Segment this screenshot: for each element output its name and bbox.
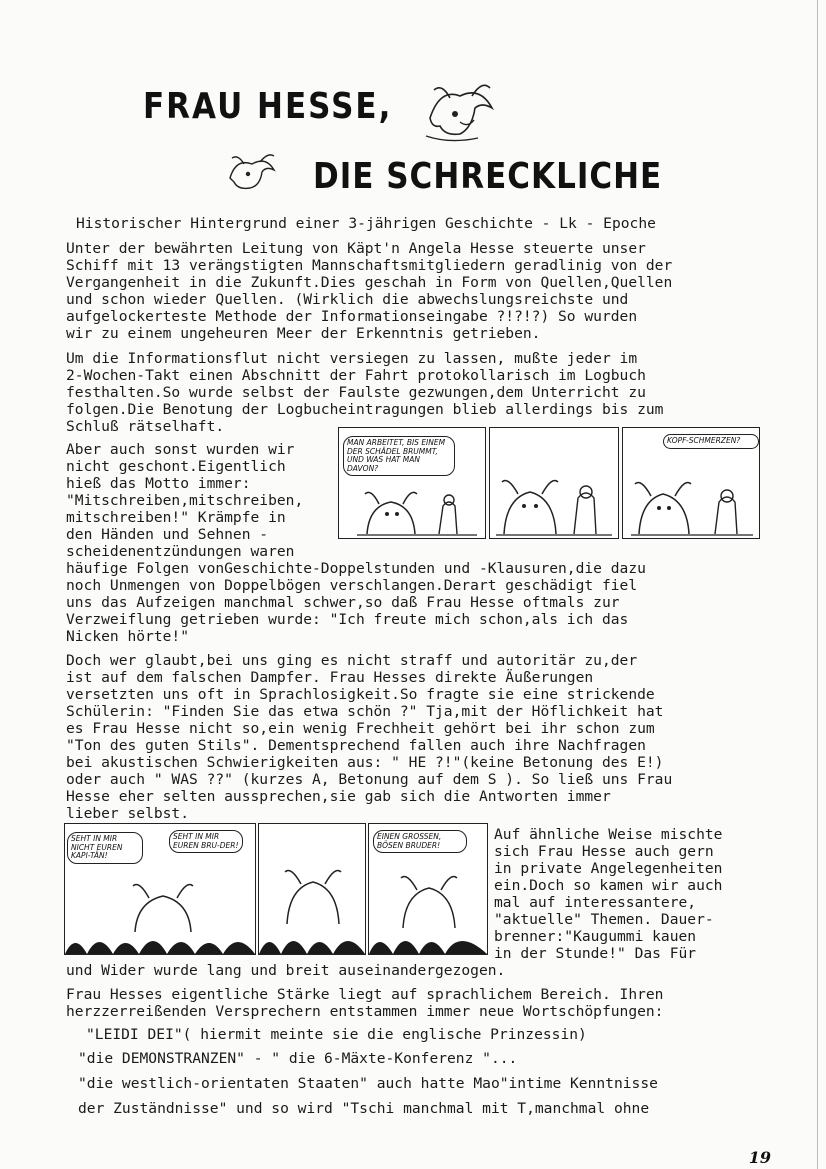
comic2-panel-1 [64,823,256,955]
text-line: ein.Doch so kamen wir auch [494,877,723,894]
text-line: Hesse eher selten aussprechen,sie gab sich die Antworten immer [66,788,611,805]
text-line: mal auf interessantere, [494,894,697,911]
text-line: "die DEMONSTRANZEN" - " die 6-Mäxte-Konferenz "... [78,1050,518,1067]
viking-doodle-large [420,78,500,148]
text-line: in private Angelegenheiten [494,860,723,877]
text-line: Verzweiflung getrieben wurde: "Ich freute mich schon,als ich das [66,611,629,628]
comic1-panel-3 [622,427,760,539]
text-line: bei akustischen Schwierigkeiten aus: " HE ?!"(keine Betonung des E!) [66,754,664,771]
text-line: häufige Folgen vonGeschichte-Doppelstunden und -Klausuren,die dazu [66,560,646,577]
comic1-panel-1 [338,427,486,539]
text-line: "aktuelle" Themen. Dauer- [494,911,714,928]
viking-doodle-small [222,150,282,195]
text-line: folgen.Die Benotung der Logbucheintragungen blieb allerdings bis zum [66,401,664,418]
text-line: wir zu einem ungeheuren Meer der Erkenntnis getrieben. [66,325,541,342]
text-line: den Händen und Sehnen - [66,526,269,543]
text-line: "LEIDI DEI"( hiermit meinte sie die englische Prinzessin) [86,1026,587,1043]
text-line: "Ton des guten Stils". Dementsprechend fallen auch ihre Nachfragen [66,737,646,754]
viking-crowd-icon [259,852,365,954]
text-line: es Frau Hesse nicht so,ein wenig Frechheit gehört bei ihr schon zum [66,720,655,737]
text-line: nicht geschont.Eigentlich [66,458,286,475]
title-line-2: DIE SCHRECKLICHE [313,156,663,198]
text-line: Auf ähnliche Weise mischte [494,826,723,843]
comic1-speech-bubble: KOPF-SCHMERZEN? [663,434,759,449]
text-line: Unter der bewährten Leitung von Käpt'n Angela Hesse steuerte unser [66,240,646,257]
text-line: lieber selbst. [66,805,190,822]
text-line: in der Stunde!" Das Für [494,945,697,962]
text-line: Schluß rätselhaft. [66,418,225,435]
page-edge [817,0,818,1169]
text-line: Frau Hesses eigentliche Stärke liegt auf sprachlichem Bereich. Ihren [66,986,664,1003]
text-line: scheidenentzündungen waren [66,543,295,560]
title-line-1: FRAU HESSE, [143,86,393,128]
comic1-speech-bubble: MAN ARBEITET, BIS EINEM DER SCHÄDEL BRUMMT, UND WAS HAT MAN DAVON? [343,436,455,476]
comic1-panel-2 [489,427,619,539]
text-line: festhalten.So wurde selbst der Faulste gezwungen,dem Unterricht zu [66,384,646,401]
text-line: noch Unmengen von Doppelbögen verschlangen.Derart geschädigt fiel [66,577,638,594]
comic2-panel-2 [258,823,366,955]
text-line: Nicken hörte!" [66,628,190,645]
text-line: uns das Aufzeigen manchmal schwer,so daß Frau Hesse oftmals zur [66,594,620,611]
viking-character-icon [631,466,753,536]
page-number: 19 [748,1148,771,1167]
comic2-speech-bubble: EINEN GROSSEN, BÖSEN BRUDER! [373,830,467,853]
text-line: Um die Informationsflut nicht versiegen zu lassen, mußte jeder im [66,350,638,367]
text-line: ist auf dem falschen Dampfer. Frau Hesses direkte Äußerungen [66,669,594,686]
text-line: Schülerin: "Finden Sie das etwa schön ?" Tja,mit der Höflichkeit hat [66,703,664,720]
text-line: sich Frau Hesse auch gern [494,843,714,860]
text-line: hieß das Motto immer: [66,475,251,492]
text-line: oder auch " WAS ??" (kurzes A, Betonung auf dem S ). So ließ uns Frau [66,771,673,788]
text-line: mitschreiben!" Krämpfe in [66,509,286,526]
comic2-speech-bubble: SEHT IN MIR EUREN BRU-DER! [169,830,243,853]
viking-character-icon [357,476,477,536]
text-line: Doch wer glaubt,bei uns ging es nicht straff und autoritär zu,der [66,652,638,669]
comic2-panel-3 [368,823,488,955]
text-line: Aber auch sonst wurden wir [66,441,295,458]
text-line: brenner:"Kaugummi kauen [494,928,697,945]
text-line: und Wider wurde lang und breit auseinandergezogen. [66,962,506,979]
text-line: "die westlich-orientaten Staaten" auch hatte Mao"intime Kenntnisse [78,1075,658,1092]
text-line: Schiff mit 13 verängstigten Mannschaftsmitgliedern geradlinig von der [66,257,673,274]
text-line: versetzten uns oft in Sprachlosigkeit.So fragte sie eine strickende [66,686,655,703]
text-line: herzzerreißenden Versprechern entstammen immer neue Wortschöpfungen: [66,1003,664,1020]
viking-crowd-icon [369,866,487,954]
viking-crowd-icon [65,872,255,954]
text-line: "Mitschreiben,mitschreiben, [66,492,304,509]
subtitle-line: Historischer Hintergrund einer 3-jährigen Geschichte - Lk - Epoche [76,215,656,232]
text-line: und schon wieder Quellen. (Wirklich die abwechslungsreichste und [66,291,629,308]
text-line: 2-Wochen-Takt einen Abschnitt der Fahrt protokollarisch im Logbuch [66,367,646,384]
viking-character-icon [496,458,612,536]
text-line: aufgelockerteste Methode der Informationseingabe ?!?!?) So wurden [66,308,638,325]
text-line: Vergangenheit in die Zukunft.Dies geschah in Form von Quellen,Quellen [66,274,673,291]
text-line: der Zuständnisse" und so wird "Tschi manchmal mit T,manchmal ohne [78,1100,650,1117]
comic2-speech-bubble: SEHT IN MIR NICHT EUREN KAPI-TÄN! [67,832,143,864]
